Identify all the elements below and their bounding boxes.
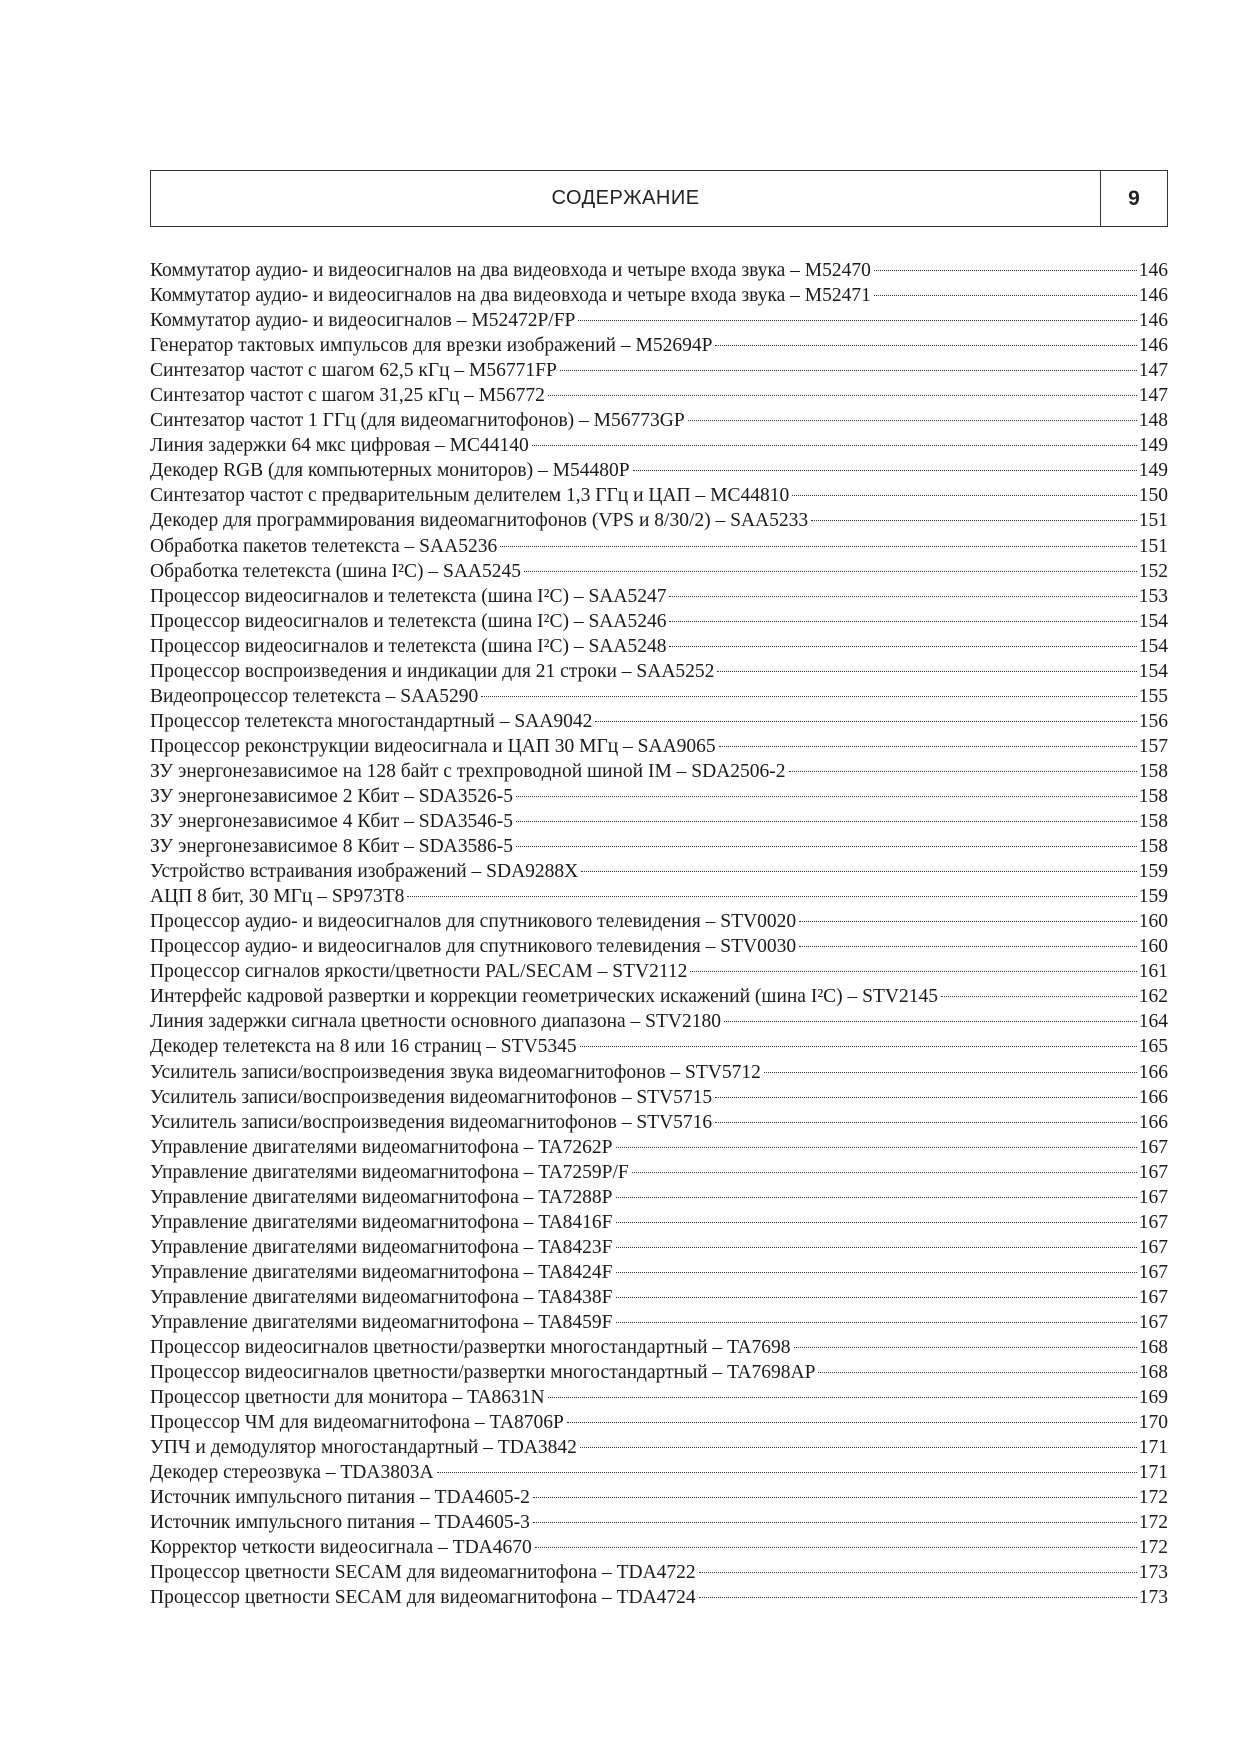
toc-entry bbox=[150, 809, 1168, 834]
toc-entry-title: Процессор реконструкции видеосигнала и ЦАП 30 МГц – SAA9065 bbox=[150, 735, 716, 757]
dot-leader bbox=[616, 1322, 1137, 1323]
toc-entry-page: 167 bbox=[1138, 1136, 1168, 1158]
dot-leader bbox=[792, 495, 1137, 496]
toc-entry-title: Синтезатор частот с шагом 31,25 кГц – M56772 bbox=[150, 385, 545, 407]
toc-entry bbox=[150, 283, 1168, 308]
toc-entry-title: АЦП 8 бит, 30 МГц – SP973T8 bbox=[150, 886, 405, 908]
toc-entry-title: Усилитель записи/воспроизведения видеомагнитофонов – STV5715 bbox=[150, 1086, 713, 1108]
dot-leader bbox=[516, 821, 1137, 822]
toc-entry-title: Декодер стереозвука – TDA3803A bbox=[150, 1462, 434, 1484]
toc-entry-title: Управление двигателями видеомагнитофона – TA7259P/F bbox=[150, 1161, 629, 1183]
toc-entry bbox=[150, 959, 1168, 984]
toc-entry-title: Управление двигателями видеомагнитофона – TA8424F bbox=[150, 1261, 613, 1283]
toc-entry bbox=[150, 884, 1168, 909]
toc-entry-title: Корректор четкости видеосигнала – TDA4670 bbox=[150, 1537, 532, 1559]
toc-entry-page: 168 bbox=[1138, 1362, 1168, 1384]
toc-entry-page: 158 bbox=[1138, 760, 1168, 782]
toc-entry-title: Источник импульсного питания – TDA4605-2 bbox=[150, 1487, 530, 1509]
toc-entry-page: 171 bbox=[1138, 1462, 1168, 1484]
dot-leader bbox=[724, 1021, 1137, 1022]
toc-entry bbox=[150, 1285, 1168, 1310]
dot-leader bbox=[688, 420, 1137, 421]
toc-entry bbox=[150, 834, 1168, 859]
toc-entry-title: Синтезатор частот 1 ГГц (для видеомагнитофонов) – M56773GP bbox=[150, 410, 685, 432]
toc-entry-title: Процессор ЧМ для видеомагнитофона – TA8706P bbox=[150, 1412, 564, 1434]
toc-entry-title: Коммутатор аудио- и видеосигналов на два видеовхода и четыре входа звука – M52471 bbox=[150, 285, 871, 307]
toc-entry-page: 166 bbox=[1138, 1111, 1168, 1133]
dot-leader bbox=[616, 1297, 1137, 1298]
toc-entry-title: Процессор сигналов яркости/цветности PAL/SECAM – STV2112 bbox=[150, 961, 688, 983]
toc-entry-page: 167 bbox=[1138, 1161, 1168, 1183]
header-page-number: 9 bbox=[1100, 171, 1167, 226]
toc-entry-page: 146 bbox=[1138, 285, 1168, 307]
dot-leader bbox=[595, 721, 1136, 722]
toc-entry-page: 147 bbox=[1138, 385, 1168, 407]
toc-entry-page: 173 bbox=[1138, 1587, 1168, 1609]
toc-entry bbox=[150, 1585, 1168, 1610]
toc-entry-title: Коммутатор аудио- и видеосигналов – M52472P/FP bbox=[150, 310, 576, 332]
toc-entry bbox=[150, 934, 1168, 959]
dot-leader bbox=[715, 1097, 1137, 1098]
toc-entry-page: 154 bbox=[1138, 635, 1168, 657]
toc-entry-title: Процессор видеосигналов и телетекста (шина I²C) – SAA5246 bbox=[150, 610, 667, 632]
toc-entry-page: 155 bbox=[1138, 685, 1168, 707]
toc-entry-title: Процессор видеосигналов цветности/развертки многостандартный – TA7698 bbox=[150, 1337, 791, 1359]
toc-entry-title: Процессор видеосигналов цветности/развертки многостандартный – TA7698AP bbox=[150, 1362, 816, 1384]
toc-entry bbox=[150, 1360, 1168, 1385]
toc-entry bbox=[150, 1160, 1168, 1185]
toc-entry-page: 158 bbox=[1138, 811, 1168, 833]
toc-entry-page: 172 bbox=[1138, 1537, 1168, 1559]
header-title: СОДЕРЖАНИЕ bbox=[551, 187, 700, 209]
toc-entry-page: 158 bbox=[1138, 836, 1168, 858]
toc-entry-title: Управление двигателями видеомагнитофона – TA8416F bbox=[150, 1211, 613, 1233]
toc-entry-title: Процессор телетекста многостандартный – SAA9042 bbox=[150, 710, 593, 732]
toc-entry-title: Процессор цветности SECAM для видеомагнитофона – TDA4722 bbox=[150, 1562, 696, 1584]
toc-entry-title: Обработка телетекста (шина I²C) – SAA5245 bbox=[150, 560, 521, 582]
dot-leader bbox=[632, 1172, 1137, 1173]
toc-entry-title: Процессор аудио- и видеосигналов для спутникового телевидения – STV0020 bbox=[150, 911, 797, 933]
toc-entry-title: ЗУ энергонезависимое 8 Кбит – SDA3586-5 bbox=[150, 836, 513, 858]
toc-entry bbox=[150, 984, 1168, 1009]
toc-entry-page: 170 bbox=[1138, 1412, 1168, 1434]
toc-entry-page: 151 bbox=[1138, 510, 1168, 532]
dot-leader bbox=[532, 445, 1137, 446]
toc-entry-page: 167 bbox=[1138, 1236, 1168, 1258]
toc-entry-title: Декодер для программирования видеомагнитофонов (VPS и 8/30/2) – SAA5233 bbox=[150, 510, 809, 532]
toc-entry-title: Источник импульсного питания – TDA4605-3 bbox=[150, 1512, 530, 1534]
toc-entry-page: 160 bbox=[1138, 911, 1168, 933]
dot-leader bbox=[533, 1497, 1137, 1498]
toc-entry bbox=[150, 584, 1168, 609]
toc-entry-page: 162 bbox=[1138, 986, 1168, 1008]
dot-leader bbox=[437, 1472, 1137, 1473]
toc-entry-title: Коммутатор аудио- и видеосигналов на два видеовхода и четыре входа звука – M52470 bbox=[150, 260, 871, 281]
toc-entry-page: 150 bbox=[1138, 485, 1168, 507]
toc-entry-page: 167 bbox=[1138, 1186, 1168, 1208]
dot-leader bbox=[567, 1422, 1137, 1423]
toc-entry-page: 156 bbox=[1138, 710, 1168, 732]
dot-leader bbox=[799, 946, 1137, 947]
toc-entry bbox=[150, 1060, 1168, 1085]
toc-entry-page: 148 bbox=[1138, 410, 1168, 432]
dot-leader bbox=[699, 1572, 1137, 1573]
toc-entry-page: 171 bbox=[1138, 1437, 1168, 1459]
running-header bbox=[150, 170, 1168, 227]
dot-leader bbox=[690, 971, 1136, 972]
toc-entry-page: 169 bbox=[1138, 1387, 1168, 1409]
toc-entry-title: Управление двигателями видеомагнитофона – TA8423F bbox=[150, 1236, 613, 1258]
toc-entry-page: 167 bbox=[1138, 1261, 1168, 1283]
toc-entry bbox=[150, 1034, 1168, 1059]
dot-leader bbox=[548, 395, 1137, 396]
dot-leader bbox=[633, 470, 1137, 471]
toc-entry bbox=[150, 333, 1168, 358]
toc-entry bbox=[150, 909, 1168, 934]
toc-entry-page: 146 bbox=[1138, 335, 1168, 357]
toc-entry-title: Синтезатор частот с шагом 62,5 кГц – M56771FP bbox=[150, 360, 557, 382]
dot-leader bbox=[941, 996, 1137, 997]
toc-entry bbox=[150, 534, 1168, 559]
dot-leader bbox=[616, 1247, 1137, 1248]
toc-entry-page: 166 bbox=[1138, 1086, 1168, 1108]
dot-leader bbox=[616, 1197, 1137, 1198]
dot-leader bbox=[789, 771, 1137, 772]
dot-leader bbox=[669, 596, 1136, 597]
toc-entry-title: Управление двигателями видеомагнитофона – TA8459F bbox=[150, 1311, 613, 1333]
dot-leader bbox=[500, 546, 1137, 547]
toc-entry-page: 161 bbox=[1138, 961, 1168, 983]
toc-entry bbox=[150, 358, 1168, 383]
toc-entry-title: Процессор аудио- и видеосигналов для спутникового телевидения – STV0030 bbox=[150, 936, 797, 958]
dot-leader bbox=[669, 621, 1136, 622]
toc-entry-title: Процессор воспроизведения и индикации для 21 строки – SAA5252 bbox=[150, 660, 715, 682]
toc-entry-title: Управление двигателями видеомагнитофона – TA8438F bbox=[150, 1286, 613, 1308]
dot-leader bbox=[560, 370, 1137, 371]
toc-entry-title: Декодер телетекста на 8 или 16 страниц – STV5345 bbox=[150, 1036, 577, 1058]
toc-entry bbox=[150, 609, 1168, 634]
toc-entry bbox=[150, 684, 1168, 709]
toc-entry bbox=[150, 1485, 1168, 1510]
toc-entry-page: 151 bbox=[1138, 535, 1168, 557]
dot-leader bbox=[818, 1372, 1136, 1373]
toc-entry bbox=[150, 759, 1168, 784]
dot-leader bbox=[715, 1122, 1137, 1123]
toc-entry-title: Управление двигателями видеомагнитофона – TA7262P bbox=[150, 1136, 613, 1158]
toc-entry-title: Генератор тактовых импульсов для врезки изображений – M52694P bbox=[150, 335, 713, 357]
toc-entry bbox=[150, 859, 1168, 884]
toc-entry-page: 153 bbox=[1138, 585, 1168, 607]
toc-entry-title: Процессор видеосигналов и телетекста (шина I²C) – SAA5248 bbox=[150, 635, 667, 657]
toc-entry-page: 165 bbox=[1138, 1036, 1168, 1058]
toc-entry-title: ЗУ энергонезависимое 2 Кбит – SDA3526-5 bbox=[150, 785, 513, 807]
dot-leader bbox=[616, 1147, 1137, 1148]
dot-leader bbox=[811, 520, 1137, 521]
toc-entry bbox=[150, 408, 1168, 433]
toc-entry-title: Процессор видеосигналов и телетекста (шина I²C) – SAA5247 bbox=[150, 585, 667, 607]
dot-leader bbox=[524, 571, 1137, 572]
dot-leader bbox=[616, 1272, 1137, 1273]
dot-leader bbox=[616, 1222, 1137, 1223]
dot-leader bbox=[580, 1046, 1137, 1047]
toc-entry-page: 154 bbox=[1138, 610, 1168, 632]
toc-entry-title: Линия задержки 64 мкс цифровая – MC44140 bbox=[150, 435, 529, 457]
toc-entry-title: Усилитель записи/воспроизведения звука видеомагнитофонов – STV5712 bbox=[150, 1061, 761, 1083]
toc-entry-title: Процессор цветности SECAM для видеомагнитофона – TDA4724 bbox=[150, 1587, 696, 1609]
toc-entry-title: Видеопроцессор телетекста – SAA5290 bbox=[150, 685, 479, 707]
toc-entry-title: ЗУ энергонезависимое 4 Кбит – SDA3546-5 bbox=[150, 811, 513, 833]
toc-entry bbox=[150, 1210, 1168, 1235]
dot-leader bbox=[481, 696, 1136, 697]
toc-entry-page: 167 bbox=[1138, 1211, 1168, 1233]
toc-entry bbox=[150, 1260, 1168, 1285]
dot-leader bbox=[799, 921, 1137, 922]
toc-entry bbox=[150, 1460, 1168, 1485]
toc-entry-page: 157 bbox=[1138, 735, 1168, 757]
toc-entry bbox=[150, 1135, 1168, 1160]
dot-leader bbox=[719, 746, 1137, 747]
toc-entry-page: 166 bbox=[1138, 1061, 1168, 1083]
toc-entry bbox=[150, 1110, 1168, 1135]
table-of-contents bbox=[150, 258, 1168, 1611]
toc-entry bbox=[150, 258, 1168, 283]
toc-entry-page: 164 bbox=[1138, 1011, 1168, 1033]
toc-entry bbox=[150, 734, 1168, 759]
toc-entry-title: Процессор цветности для монитора – TA8631N bbox=[150, 1387, 545, 1409]
toc-entry-title: Управление двигателями видеомагнитофона – TA7288P bbox=[150, 1186, 613, 1208]
toc-entry-title: Линия задержки сигнала цветности основного диапазона – STV2180 bbox=[150, 1011, 722, 1033]
dot-leader bbox=[717, 671, 1136, 672]
dot-leader bbox=[516, 796, 1137, 797]
toc-entry bbox=[150, 784, 1168, 809]
toc-entry-page: 146 bbox=[1138, 260, 1168, 281]
toc-entry bbox=[150, 1410, 1168, 1435]
toc-entry bbox=[150, 559, 1168, 584]
toc-entry bbox=[150, 1185, 1168, 1210]
toc-entry-page: 159 bbox=[1138, 886, 1168, 908]
dot-leader bbox=[533, 1522, 1137, 1523]
toc-entry bbox=[150, 709, 1168, 734]
dot-leader bbox=[794, 1347, 1137, 1348]
toc-entry bbox=[150, 1535, 1168, 1560]
toc-entry bbox=[150, 433, 1168, 458]
toc-entry-title: Усилитель записи/воспроизведения видеомагнитофонов – STV5716 bbox=[150, 1111, 713, 1133]
toc-entry-page: 158 bbox=[1138, 785, 1168, 807]
toc-entry-page: 154 bbox=[1138, 660, 1168, 682]
toc-entry bbox=[150, 1385, 1168, 1410]
toc-entry-page: 147 bbox=[1138, 360, 1168, 382]
toc-entry-page: 167 bbox=[1138, 1286, 1168, 1308]
toc-entry-title: Устройство встраивания изображений – SDA9288X bbox=[150, 861, 579, 883]
toc-entry bbox=[150, 1560, 1168, 1585]
toc-entry bbox=[150, 308, 1168, 333]
toc-entry bbox=[150, 1235, 1168, 1260]
toc-entry-title: Интерфейс кадровой развертки и коррекции геометрических искажений (шина I²C) – STV2145 bbox=[150, 986, 939, 1008]
dot-leader bbox=[580, 1447, 1137, 1448]
dot-leader bbox=[578, 320, 1136, 321]
toc-entry-title: Синтезатор частот с предварительным делителем 1,3 ГГц и ЦАП – MC44810 bbox=[150, 485, 790, 507]
dot-leader bbox=[874, 270, 1137, 271]
toc-entry-page: 172 bbox=[1138, 1487, 1168, 1509]
toc-entry-title: Обработка пакетов телетекста – SAA5236 bbox=[150, 535, 498, 557]
toc-entry-page: 149 bbox=[1138, 435, 1168, 457]
dot-leader bbox=[874, 295, 1137, 296]
toc-entry bbox=[150, 1085, 1168, 1110]
toc-entry bbox=[150, 1310, 1168, 1335]
toc-entry-page: 149 bbox=[1138, 460, 1168, 482]
toc-entry-title: ЗУ энергонезависимое на 128 байт с трехпроводной шиной IM – SDA2506-2 bbox=[150, 760, 786, 782]
dot-leader bbox=[535, 1547, 1137, 1548]
toc-entry bbox=[150, 659, 1168, 684]
toc-entry bbox=[150, 1435, 1168, 1460]
toc-entry-page: 160 bbox=[1138, 936, 1168, 958]
toc-entry bbox=[150, 1510, 1168, 1535]
toc-entry bbox=[150, 634, 1168, 659]
toc-entry-page: 152 bbox=[1138, 560, 1168, 582]
dot-leader bbox=[516, 846, 1137, 847]
toc-entry bbox=[150, 458, 1168, 483]
dot-leader bbox=[581, 871, 1137, 872]
toc-entry-page: 173 bbox=[1138, 1562, 1168, 1584]
toc-entry-page: 168 bbox=[1138, 1337, 1168, 1359]
dot-leader bbox=[764, 1072, 1137, 1073]
toc-entry-title: УПЧ и демодулятор многостандартный – TDA3842 bbox=[150, 1437, 577, 1459]
toc-entry-page: 159 bbox=[1138, 861, 1168, 883]
dot-leader bbox=[669, 646, 1136, 647]
toc-entry bbox=[150, 1009, 1168, 1034]
toc-entry bbox=[150, 383, 1168, 408]
dot-leader bbox=[407, 896, 1136, 897]
toc-entry-title: Декодер RGB (для компьютерных мониторов) – M54480P bbox=[150, 460, 630, 482]
toc-entry bbox=[150, 1335, 1168, 1360]
toc-entry-page: 146 bbox=[1138, 310, 1168, 332]
toc-entry-page: 172 bbox=[1138, 1512, 1168, 1534]
toc-entry bbox=[150, 508, 1168, 533]
toc-entry-page: 167 bbox=[1138, 1311, 1168, 1333]
dot-leader bbox=[548, 1397, 1137, 1398]
dot-leader bbox=[715, 345, 1136, 346]
toc-entry bbox=[150, 483, 1168, 508]
dot-leader bbox=[699, 1597, 1137, 1598]
